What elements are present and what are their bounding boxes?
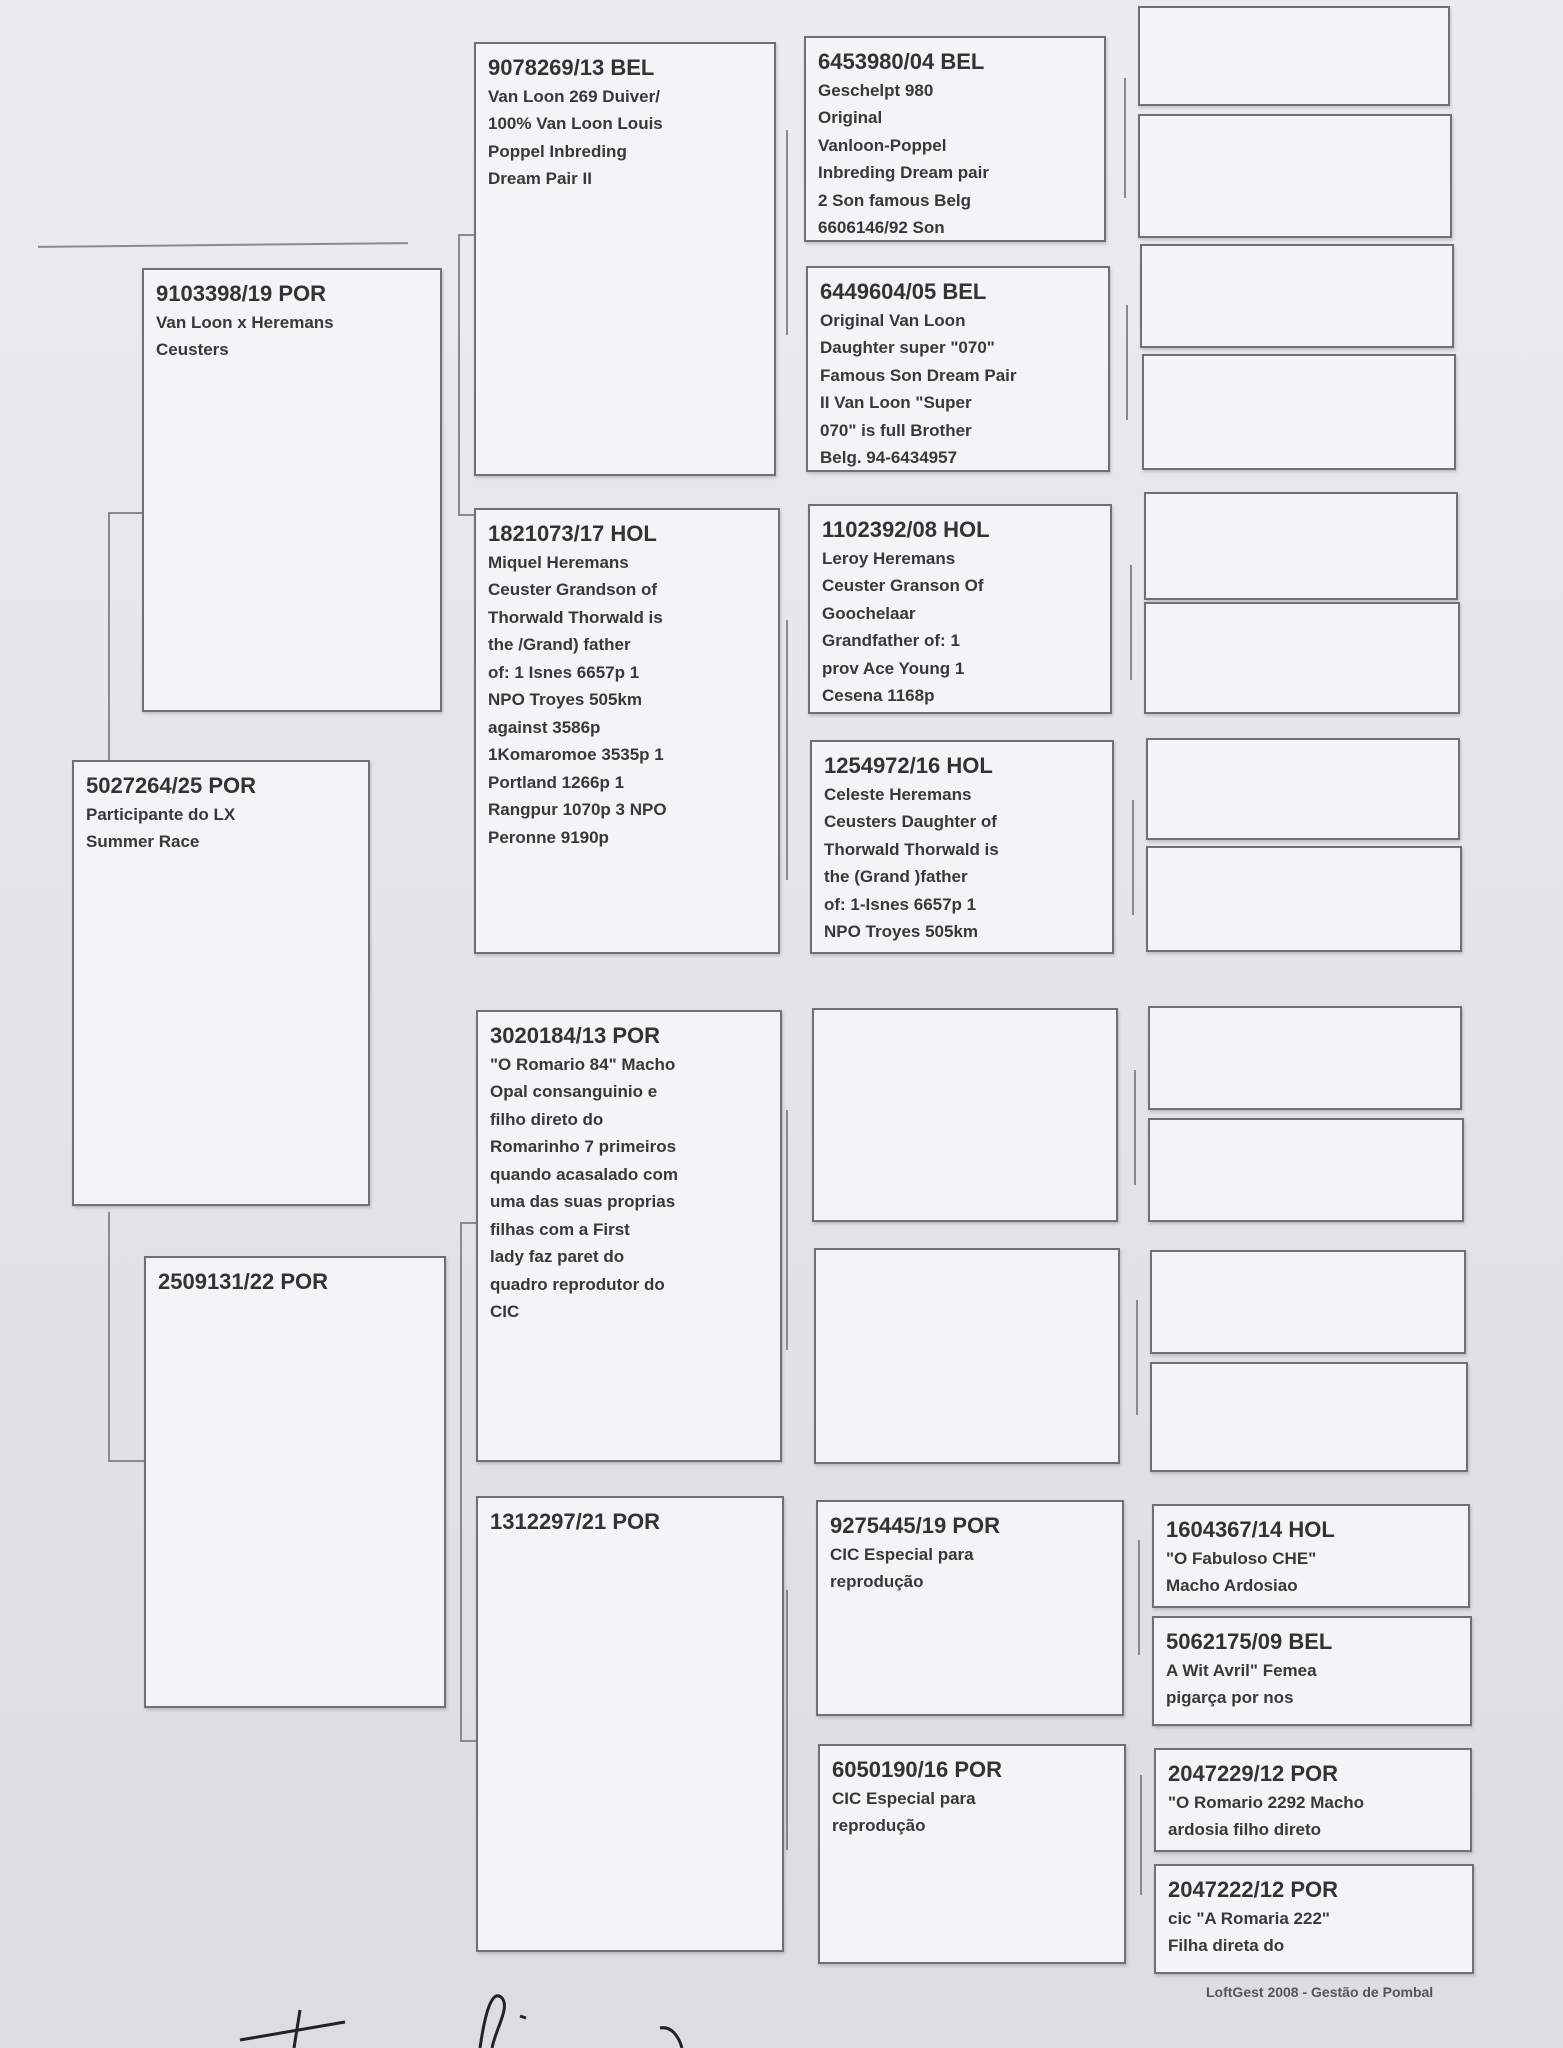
ring-number: 9103398/19 POR	[156, 281, 327, 306]
pedigree-box-subject	[72, 760, 370, 1206]
pigeon-description: "O Romario 2292 Macho ardosia filho direto	[1168, 1792, 1365, 1840]
connector	[1124, 78, 1126, 198]
connector	[786, 1110, 788, 1350]
pigeon-description: Celeste Heremans Ceusters Daughter of Thorwald Thorwald is the (Grand )father of: 1-Isnes 6657p 1 NPO Troyes 505km	[824, 784, 999, 942]
ring-number: 9275445/19 POR	[830, 1513, 1001, 1538]
pedigree-box-gen4	[1154, 1864, 1474, 1974]
pedigree-box-dam-sire	[476, 1010, 782, 1462]
pedigree-box-gen4	[1146, 738, 1460, 840]
connector	[458, 234, 460, 514]
connector	[786, 130, 788, 335]
pedigree-box-dam	[144, 1256, 446, 1708]
pigeon-description: Participante do LX Summer Race	[86, 804, 236, 852]
pedigree-box-gen4	[1152, 1504, 1470, 1608]
pedigree-box-gen3	[816, 1500, 1124, 1716]
connector	[108, 1212, 110, 1462]
ring-number: 5027264/25 POR	[86, 773, 257, 798]
ring-number: 1102392/08 HOL	[822, 517, 990, 542]
pedigree-box-gen4	[1138, 114, 1452, 238]
ring-number: 9078269/13 BEL	[488, 55, 655, 80]
connector	[1132, 800, 1134, 915]
pedigree-box-gen4	[1140, 244, 1454, 348]
ring-number: 1604367/14 HOL	[1166, 1517, 1335, 1542]
connector	[786, 1590, 788, 1850]
pedigree-box-gen3	[804, 36, 1106, 242]
connector	[1136, 1300, 1138, 1415]
pedigree-box-sire-sire	[474, 42, 776, 476]
ring-number: 1821073/17 HOL	[488, 521, 657, 546]
pigeon-description: Van Loon x Heremans Ceusters	[156, 312, 334, 360]
pigeon-description: Van Loon 269 Duiver/ 100% Van Loon Louis Poppel Inbreding Dream Pair II	[488, 86, 663, 189]
connector	[1138, 1540, 1140, 1655]
pigeon-description: cic "A Romaria 222" Filha direta do	[1168, 1908, 1330, 1956]
ring-number: 1254972/16 HOL	[824, 753, 993, 778]
pedigree-box-gen4	[1144, 492, 1458, 600]
pigeon-description: Leroy Heremans Ceuster Granson Of Goochelaar Grandfather of: 1 prov Ace Young 1 Cesena 1168p	[822, 548, 984, 706]
pedigree-box-gen3	[810, 740, 1114, 954]
connector	[108, 512, 110, 762]
pedigree-box-gen4	[1146, 846, 1462, 952]
connector	[460, 1222, 462, 1740]
software-footer: LoftGest 2008 - Gestão de Pombal	[1206, 1984, 1434, 2000]
connector	[38, 242, 408, 248]
pedigree-box-gen3	[812, 1008, 1118, 1222]
pedigree-box-gen4	[1148, 1006, 1462, 1110]
pigeon-description: "O Romario 84" Macho Opal consanguinio e filho direto do Romarinho 7 primeiros quando acasalado com uma das suas proprias filhas com a First lady faz paret do quadro reprodutor do CIC	[490, 1054, 678, 1322]
pedigree-box-gen4	[1154, 1748, 1472, 1852]
ring-number: 6050190/16 POR	[832, 1757, 1003, 1782]
pedigree-box-gen3	[814, 1248, 1120, 1464]
pedigree-box-sire	[142, 268, 442, 712]
connector	[786, 620, 788, 880]
pedigree-box-gen3	[818, 1744, 1126, 1964]
ring-number: 2047229/12 POR	[1168, 1761, 1339, 1786]
pigeon-description: Miquel Heremans Ceuster Grandson of Thorwald Thorwald is the /Grand) father of: 1 Isnes 6657p 1 NPO Troyes 505km against 3586p 1Komaromoe 3535p 1 Portland 1266p 1 Rangpur 1070p 3 NPO Peronne 9190p	[488, 552, 667, 847]
pedigree-box-gen4	[1150, 1362, 1468, 1472]
ring-number: 5062175/09 BEL	[1166, 1629, 1333, 1654]
pedigree-box-gen3	[808, 504, 1112, 714]
pigeon-description: "O Fabuloso CHE" Macho Ardosiao	[1166, 1548, 1317, 1596]
connector	[1130, 565, 1132, 680]
pigeon-description: CIC Especial para reprodução	[830, 1544, 974, 1592]
pedigree-box-dam-dam	[476, 1496, 784, 1952]
pigeon-description: Geschelpt 980 Original Vanloon-Poppel Inbreding Dream pair 2 Son famous Belg 6606146/92 Son	[818, 80, 989, 238]
ring-number: 6449604/05 BEL	[820, 279, 987, 304]
connector	[1134, 1070, 1136, 1185]
connector	[1126, 305, 1128, 420]
pigeon-description: CIC Especial para reprodução	[832, 1788, 976, 1836]
connector	[108, 512, 144, 514]
ring-number: 2047222/12 POR	[1168, 1877, 1339, 1902]
ring-number: 1312297/21 POR	[490, 1509, 661, 1534]
connector	[1140, 1775, 1142, 1895]
signature	[230, 1958, 750, 2048]
pedigree-box-gen4	[1138, 6, 1450, 106]
pigeon-description: A Wit Avril" Femea pigarça por nos	[1166, 1660, 1317, 1708]
ring-number: 6453980/04 BEL	[818, 49, 985, 74]
pedigree-box-gen4	[1142, 354, 1456, 470]
connector	[108, 1460, 144, 1462]
pigeon-description: Original Van Loon Daughter super "070" Famous Son Dream Pair II Van Loon "Super 070" is full Brother Belg. 94-6434957	[820, 310, 1017, 468]
pedigree-box-gen3	[806, 266, 1110, 472]
pedigree-box-gen4	[1152, 1616, 1472, 1726]
pedigree-box-gen4	[1148, 1118, 1464, 1222]
pedigree-box-sire-dam	[474, 508, 780, 954]
ring-number: 3020184/13 POR	[490, 1023, 661, 1048]
ring-number: 2509131/22 POR	[158, 1269, 329, 1294]
pedigree-box-gen4	[1144, 602, 1460, 714]
pedigree-box-gen4	[1150, 1250, 1466, 1354]
